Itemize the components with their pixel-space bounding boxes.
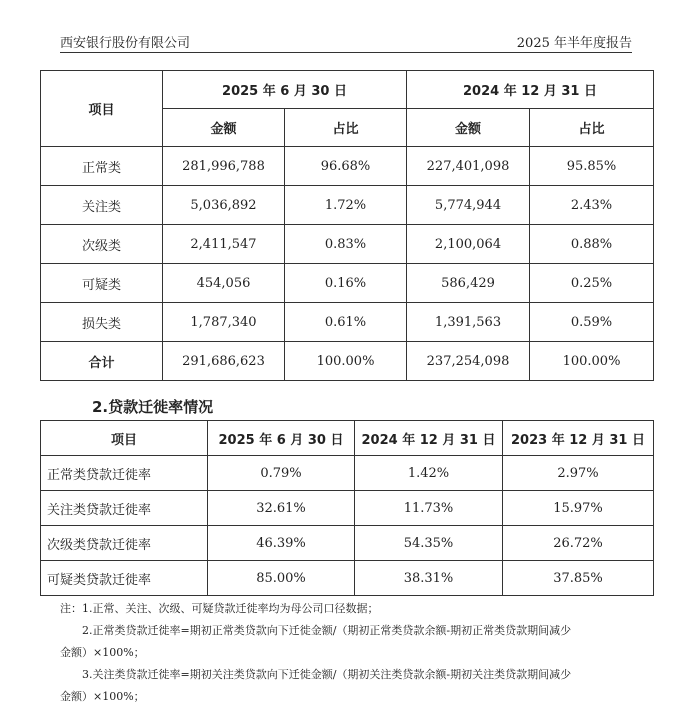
table-cell: 0.79% [208, 456, 355, 491]
table-cell: 0.59% [530, 303, 654, 342]
item-header: 项目 [41, 421, 208, 456]
amount-header: 金额 [163, 109, 285, 147]
table-cell: 237,254,098 [407, 342, 530, 381]
ratio-header: 占比 [285, 109, 407, 147]
table-cell: 54.35% [355, 526, 503, 561]
table-cell: 5,036,892 [163, 186, 285, 225]
table-cell: 5,774,944 [407, 186, 530, 225]
table-cell: 96.68% [285, 147, 407, 186]
period-header: 2025 年 6 月 30 日 [208, 421, 355, 456]
row-label: 正常类 [41, 147, 163, 186]
row-label: 关注类 [41, 186, 163, 225]
table-cell: 454,056 [163, 264, 285, 303]
table-cell: 11.73% [355, 491, 503, 526]
table-cell: 1.42% [355, 456, 503, 491]
table-cell: 2.43% [530, 186, 654, 225]
table-row [41, 225, 654, 264]
table-cell: 0.16% [285, 264, 407, 303]
table-cell: 37.85% [503, 561, 654, 596]
row-label: 合计 [41, 342, 163, 381]
table-cell: 2,411,547 [163, 225, 285, 264]
table-row [41, 491, 654, 526]
table-row [41, 186, 654, 225]
period-header: 2023 年 12 月 31 日 [503, 421, 654, 456]
table-row [41, 526, 654, 561]
total-row [41, 342, 654, 381]
period-header: 2024 年 12 月 31 日 [355, 421, 503, 456]
company-name: 西安银行股份有限公司 [60, 36, 191, 51]
table-cell: 2,100,064 [407, 225, 530, 264]
table-cell: 0.83% [285, 225, 407, 264]
period-header: 2024 年 12 月 31 日 [407, 71, 654, 109]
table-cell: 0.88% [530, 225, 654, 264]
table-cell: 291,686,623 [163, 342, 285, 381]
table-cell: 38.31% [355, 561, 503, 596]
table-row [41, 264, 654, 303]
row-label: 可疑类 [41, 264, 163, 303]
ratio-header: 占比 [530, 109, 654, 147]
table-cell: 95.85% [530, 147, 654, 186]
table-cell: 2.97% [503, 456, 654, 491]
table-cell: 1,391,563 [407, 303, 530, 342]
row-label: 关注类贷款迁徙率 [41, 491, 208, 526]
section-title: 2.贷款迁徙率情况 [92, 398, 214, 416]
row-label: 次级类 [41, 225, 163, 264]
table-cell: 586,429 [407, 264, 530, 303]
page-header [60, 30, 632, 53]
note-line: 金额）×100%； [60, 690, 145, 703]
report-title: 2025 年半年度报告 [516, 36, 632, 51]
table-cell: 281,996,788 [163, 147, 285, 186]
table-cell: 227,401,098 [407, 147, 530, 186]
table-cell: 1,787,340 [163, 303, 285, 342]
row-label: 损失类 [41, 303, 163, 342]
table-cell: 0.25% [530, 264, 654, 303]
row-label: 正常类贷款迁徙率 [41, 456, 208, 491]
note-line: 金额）×100%； [60, 646, 145, 659]
table-cell: 46.39% [208, 526, 355, 561]
table-cell: 26.72% [503, 526, 654, 561]
table-cell: 32.61% [208, 491, 355, 526]
table-cell: 100.00% [530, 342, 654, 381]
table-cell: 15.97% [503, 491, 654, 526]
migration-rate-table [40, 420, 654, 596]
footnotes [60, 598, 642, 708]
note-line: 注：1.正常、关注、次级、可疑贷款迁徙率均为母公司口径数据； [60, 602, 379, 615]
table-cell: 0.61% [285, 303, 407, 342]
loan-classification-table [40, 70, 654, 381]
row-label: 次级类贷款迁徙率 [41, 526, 208, 561]
table-cell: 1.72% [285, 186, 407, 225]
note-line: 2.正常类贷款迁徙率=期初正常类贷款向下迁徙金额/（期初正常类贷款余额-期初正常类贷款期间减少 [82, 624, 572, 637]
table-row [41, 303, 654, 342]
note-line: 3.关注类贷款迁徙率=期初关注类贷款向下迁徙金额/（期初关注类贷款余额-期初关注类贷款期间减少 [82, 668, 572, 681]
table-row [41, 456, 654, 491]
period-header: 2025 年 6 月 30 日 [163, 71, 407, 109]
row-label: 可疑类贷款迁徙率 [41, 561, 208, 596]
item-header: 项目 [41, 71, 163, 147]
table-cell: 85.00% [208, 561, 355, 596]
table-row [41, 561, 654, 596]
amount-header: 金额 [407, 109, 530, 147]
table-row [41, 147, 654, 186]
table-cell: 100.00% [285, 342, 407, 381]
